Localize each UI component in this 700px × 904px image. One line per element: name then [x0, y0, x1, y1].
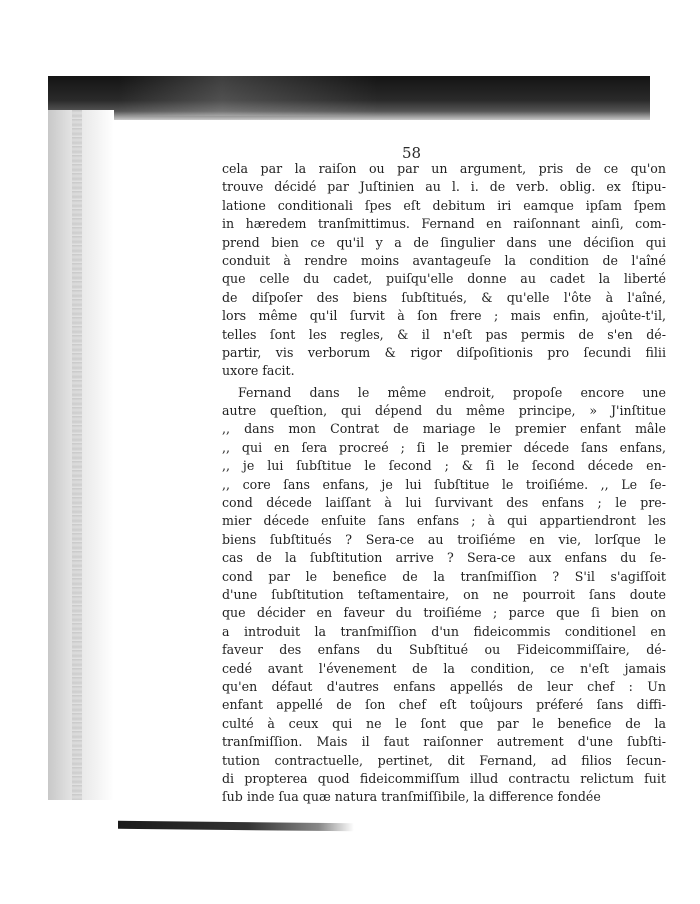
text-line: in hæredem tranſmittimus. Fernand en raiſonnant ainſi, com-: [222, 216, 666, 232]
text-line: que décider en faveur du troiſiéme ; parce que ſi bien on: [222, 605, 666, 621]
text-line: a introduit la tranſmiſſion d'un fideicommis conditionel en: [222, 623, 666, 639]
text-line: culté à ceux qui ne le ſont que par le benefice de la: [222, 715, 666, 731]
text-line: qu'en défaut d'autres enfans appellés de leur chef : Un: [222, 678, 666, 694]
text-body: [222, 160, 666, 805]
page-number: 58: [402, 144, 422, 162]
text-line: ,, qui en ſera procreé ; ſi le premier décede ſans enfans,: [222, 439, 666, 455]
text-line: cond décede laiſſant à lui ſurvivant des enfans ; le pre-: [222, 495, 666, 511]
text-line: partir, vis verborum & rigor diſpoſitionis pro ſecundi filii: [222, 344, 666, 360]
text-line: enfant appellé de ſon chef eſt toûjours préferé ſans diffi-: [222, 697, 666, 713]
text-line: di propterea quod fideicommiſſum illud contractu relictum fuit: [222, 770, 666, 786]
text-line: prend bien ce qu'il y a de ſingulier dans une déciſion qui: [222, 234, 666, 250]
text-line: ,, dans mon Contrat de mariage le premier enfant mâle: [222, 421, 666, 437]
text-line: que celle du cadet, puiſqu'elle donne au cadet la liberté: [222, 271, 666, 287]
text-line: Fernand dans le même endroit, propoſe encore une: [238, 384, 666, 400]
scan-left-gutter: [48, 110, 114, 800]
text-line: d'une ſubſtitution teſtamentaire, on ne pourroit ſans doute: [222, 586, 666, 602]
text-line: lors même qu'il ſurvit à ſon frere ; mais enfin, ajoûte-t'il,: [222, 308, 666, 324]
text-line: mier décede enſuite ſans enfans ; à qui appartiendront les: [222, 513, 666, 529]
text-line: cedé avant l'évenement de la condition, ce n'eſt jamais: [222, 660, 666, 676]
text-line: de diſpoſer des biens ſubſtitués, & qu'elle l'ôte à l'aîné,: [222, 289, 666, 305]
text-line: ,, je lui ſubſtitue le ſecond ; & ſi le ſecond décede en-: [222, 458, 666, 474]
text-line: biens ſubſtitués ? Sera-ce au troiſiéme en vie, lorſque le: [222, 531, 666, 547]
text-line: tution contractuelle, pertinet, dit Fernand, ad filios ſecun-: [222, 752, 666, 768]
text-line: uxore facit.: [222, 363, 295, 379]
text-line: cela par la raiſon ou par un argument, pris de ce qu'on: [222, 161, 666, 176]
paragraph: [222, 384, 666, 807]
text-line: faveur des enfans du Subſtitué ou Fideicommiſſaire, dé-: [222, 642, 666, 658]
text-line: trouve décidé par Juſtinien au l. i. de verb. oblig. ex ſtipu-: [222, 179, 666, 195]
text-line: tranſmiſſion. Mais il faut raiſonner autrement d'une ſubſti-: [222, 734, 666, 750]
text-line: ſub inde ſua quæ natura tranſmiſſibile, la difference fondée: [222, 789, 601, 805]
paragraph: [222, 160, 666, 381]
scan-bottom-shadow: [118, 821, 354, 831]
text-line: telles ſont les regles, & il n'eſt pas permis de s'en dé-: [222, 326, 666, 342]
scan-top-shadow: [48, 76, 650, 120]
text-line: latione conditionali ſpes eſt debitum iri eamque ipſam ſpem: [222, 197, 666, 213]
text-line: cond par le benefice de la tranſmiſſion ? S'il s'agiſſoit: [222, 568, 666, 584]
text-line: conduit à rendre moins avantageuſe la condition de l'aîné: [222, 252, 666, 268]
text-line: cas de la ſubſtitution arrive ? Sera-ce aux enfans du ſe-: [222, 550, 666, 566]
text-line: autre queſtion, qui dépend du même principe, » J'inſtitue: [222, 403, 666, 419]
text-line: ,, core ſans enfans, je lui ſubſtitue le troiſiéme. ,, Le ſe-: [222, 476, 666, 492]
document-page: [222, 138, 666, 805]
